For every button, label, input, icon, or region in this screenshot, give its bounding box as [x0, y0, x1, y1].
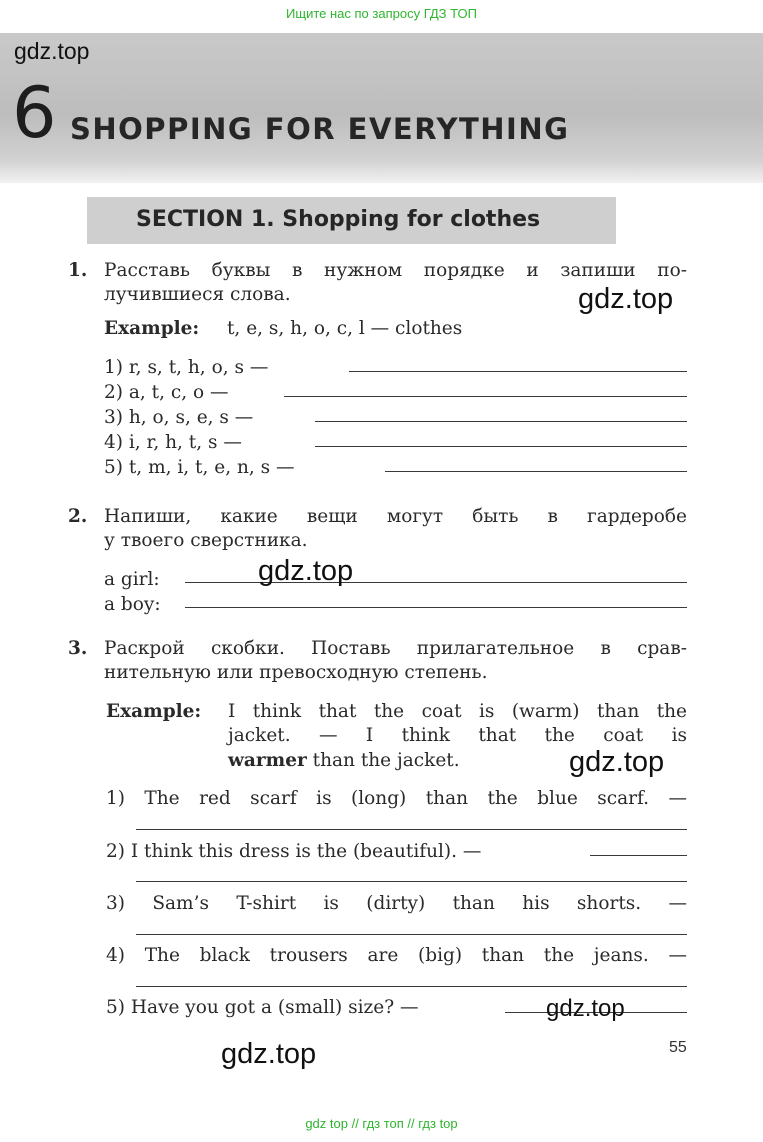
watermark: gdz.top	[14, 38, 90, 64]
exercise-3-item: 1) The red scarf is (long) than the blue scarf. —	[106, 788, 687, 809]
example-line3-rest: than the jacket.	[306, 750, 460, 771]
top-search-link[interactable]: Ищите нас по запросу ГДЗ ТОП	[286, 6, 477, 21]
exercise-3-item: 2) I think this dress is the (beautiful). —	[106, 841, 482, 862]
exercise-3-number: 3.	[68, 638, 88, 659]
answer-line[interactable]	[590, 855, 687, 856]
answer-line[interactable]	[136, 934, 687, 935]
watermark: gdz.top	[578, 283, 674, 315]
exercise-3-example-line2: jacket. — I think that the coat is	[228, 725, 687, 746]
exercise-3-example-line1: I think that the coat is (warm) than the	[228, 701, 687, 722]
answer-line[interactable]	[284, 396, 687, 397]
watermark: gdz.top	[569, 746, 665, 778]
exercise-2-instruction-line2: у твоего сверстника.	[104, 530, 308, 551]
watermark: gdz.top	[221, 1038, 317, 1070]
exercise-1-example-text: t, e, s, h, o, c, l — clothes	[227, 318, 463, 339]
exercise-1-instruction-line1: Расставь буквы в нужном порядке и запиши по-	[104, 260, 687, 281]
exercise-1-item: 5) t, m, i, t, e, n, s —	[104, 457, 295, 478]
chapter-banner	[0, 33, 763, 183]
exercise-3-instruction-line1: Раскрой скобки. Поставь прилагательное в срав-	[104, 638, 687, 659]
watermark: gdz.top	[546, 995, 625, 1022]
section-title: SECTION 1. Shopping for clothes	[136, 207, 541, 232]
exercise-1-item: 4) i, r, h, t, s —	[104, 432, 242, 453]
girl-label: a girl:	[104, 569, 160, 590]
exercise-3-instruction-line2: нительную или превосходную степень.	[104, 662, 488, 683]
answer-line[interactable]	[315, 446, 687, 447]
answer-line[interactable]	[136, 986, 687, 987]
boy-answer-line[interactable]	[185, 607, 687, 608]
boy-label: a boy:	[104, 594, 161, 615]
exercise-1-example-label: Example:	[104, 318, 200, 339]
exercise-1-number: 1.	[68, 260, 88, 281]
exercise-1-item: 1) r, s, t, h, o, s —	[104, 357, 269, 378]
chapter-number: 6	[12, 72, 57, 154]
example-answer-word: warmer	[228, 750, 307, 771]
exercise-3-item: 5) Have you got a (small) size? —	[106, 997, 419, 1018]
answer-line[interactable]	[385, 471, 687, 472]
exercise-3-example-label: Example:	[106, 701, 202, 722]
answer-line[interactable]	[136, 881, 687, 882]
answer-line[interactable]	[349, 371, 687, 372]
watermark: gdz.top	[258, 555, 354, 587]
bottom-search-links[interactable]: gdz top // гдз топ // гдз top	[305, 1116, 458, 1131]
exercise-1-item: 2) a, t, c, o —	[104, 382, 229, 403]
exercise-2-number: 2.	[68, 506, 88, 527]
chapter-title: SHOPPING FOR EVERYTHING	[70, 112, 570, 146]
page-number: 55	[669, 1039, 687, 1056]
exercise-3-item: 3) Sam’s T-shirt is (dirty) than his shorts. —	[106, 893, 687, 914]
exercise-2-instruction-line1: Напиши, какие вещи могут быть в гардеробе	[104, 506, 687, 527]
answer-line[interactable]	[136, 829, 687, 830]
exercise-1-instruction-line2: лучившиеся слова.	[104, 284, 291, 305]
exercise-1-item: 3) h, o, s, e, s —	[104, 407, 254, 428]
exercise-3-example-line3	[228, 749, 460, 773]
answer-line[interactable]	[315, 421, 687, 422]
exercise-3-item: 4) The black trousers are (big) than the jeans. —	[106, 945, 687, 966]
